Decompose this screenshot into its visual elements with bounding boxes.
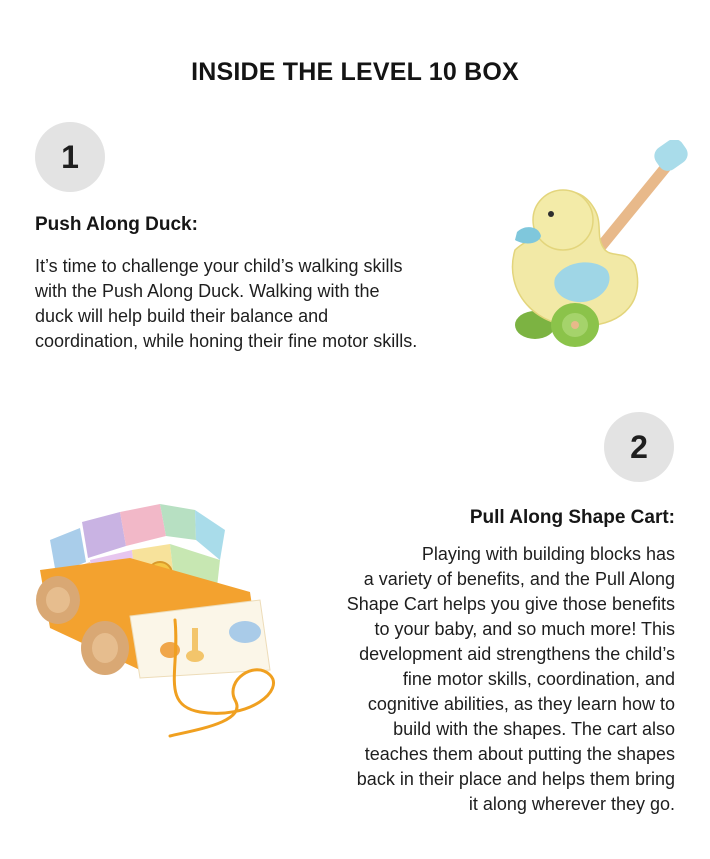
text-line: development aid strengthens the child’s [359, 644, 675, 664]
text-line: coordination, while honing their fine motor skills. [35, 331, 418, 351]
section-description-pull-along-shape-cart [305, 542, 675, 817]
text-line: it along wherever they go. [468, 794, 675, 814]
section-number-badge: 1 [35, 122, 105, 192]
text-line: cognitive abilities, as they learn how to [367, 694, 675, 714]
text-line: a variety of benefits, and the Pull Along [363, 569, 675, 589]
text-line: duck will help build their balance and [35, 306, 329, 326]
text-line: build with the shapes. The cart also [393, 719, 675, 739]
text-line: back in their place and helps them bring [356, 769, 675, 789]
text-line: It’s time to challenge your child’s walking skills [35, 256, 403, 276]
text-line: to your baby, and so much more! This [374, 619, 675, 639]
text-line: Playing with building blocks has [421, 544, 675, 564]
section-description-push-along-duck [35, 254, 485, 354]
section-title-push-along-duck: Push Along Duck: [35, 214, 198, 235]
text-line: teaches them about putting the shapes [364, 744, 675, 764]
text-line: Shape Cart helps you give those benefits [346, 594, 675, 614]
page-title: INSIDE THE LEVEL 10 BOX [191, 58, 519, 86]
section-title-pull-along-shape-cart: Pull Along Shape Cart: [469, 507, 675, 528]
pull-along-shape-cart-image [20, 500, 290, 740]
text-line: with the Push Along Duck. Walking with the [35, 281, 380, 301]
section-number-badge: 2 [604, 412, 674, 482]
push-along-duck-image [495, 140, 695, 370]
text-line: fine motor skills, coordination, and [402, 669, 675, 689]
